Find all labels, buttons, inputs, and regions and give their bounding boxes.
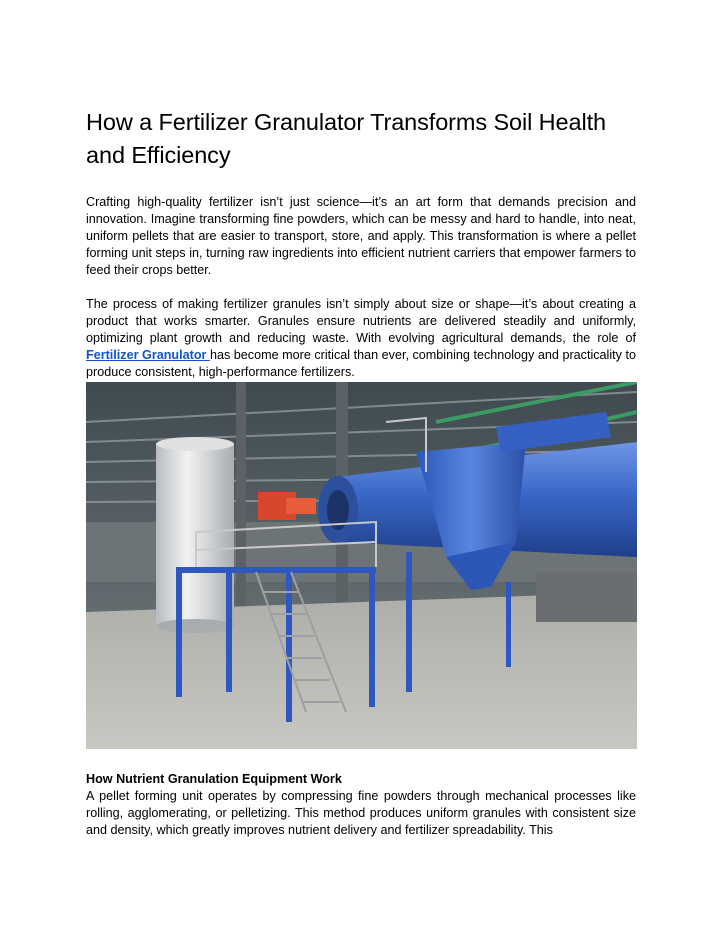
granules-paragraph-text-start: The process of making fertilizer granules isn’t simply about size or shape—it’s about creating a product that works smarter. Granules ensure nutrients are delivered steadily and uniformly, optimizing plant growth and reducing waste. With evolving agricultural demands, the role of <box>86 297 636 345</box>
fertilizer-granulator-link[interactable]: Fertilizer Granulator <box>86 348 210 362</box>
section-heading: How Nutrient Granulation Equipment Work <box>86 772 342 786</box>
granules-paragraph-text-end: has become more critical than ever, combining technology and practicality to produce consistent, high-performance fertilizers. <box>86 348 636 379</box>
intro-paragraph: Crafting high-quality fertilizer isn’t just science—it’s an art form that demands precision and innovation. Imagine transforming fine powders, which can be messy and hard to handle, into neat, uniform pellets that are easier to transport, store, and apply. This transformation is where a pellet forming unit steps in, turning raw ingredients into efficient nutrient carriers that empower farmers to feed their crops better. <box>86 195 636 277</box>
granules-paragraph <box>86 296 636 381</box>
granulator-machine-photo <box>86 382 637 749</box>
equipment-paragraph: A pellet forming unit operates by compressing fine powders through mechanical processes like rolling, agglomerating, or pelletizing. This method produces uniform granules with consistent size and density, which greatly improves nutrient delivery and fertilizer spreadability. This <box>86 789 636 837</box>
article-title: How a Fertilizer Granulator Transforms Soil Health and Efficiency <box>86 109 607 168</box>
